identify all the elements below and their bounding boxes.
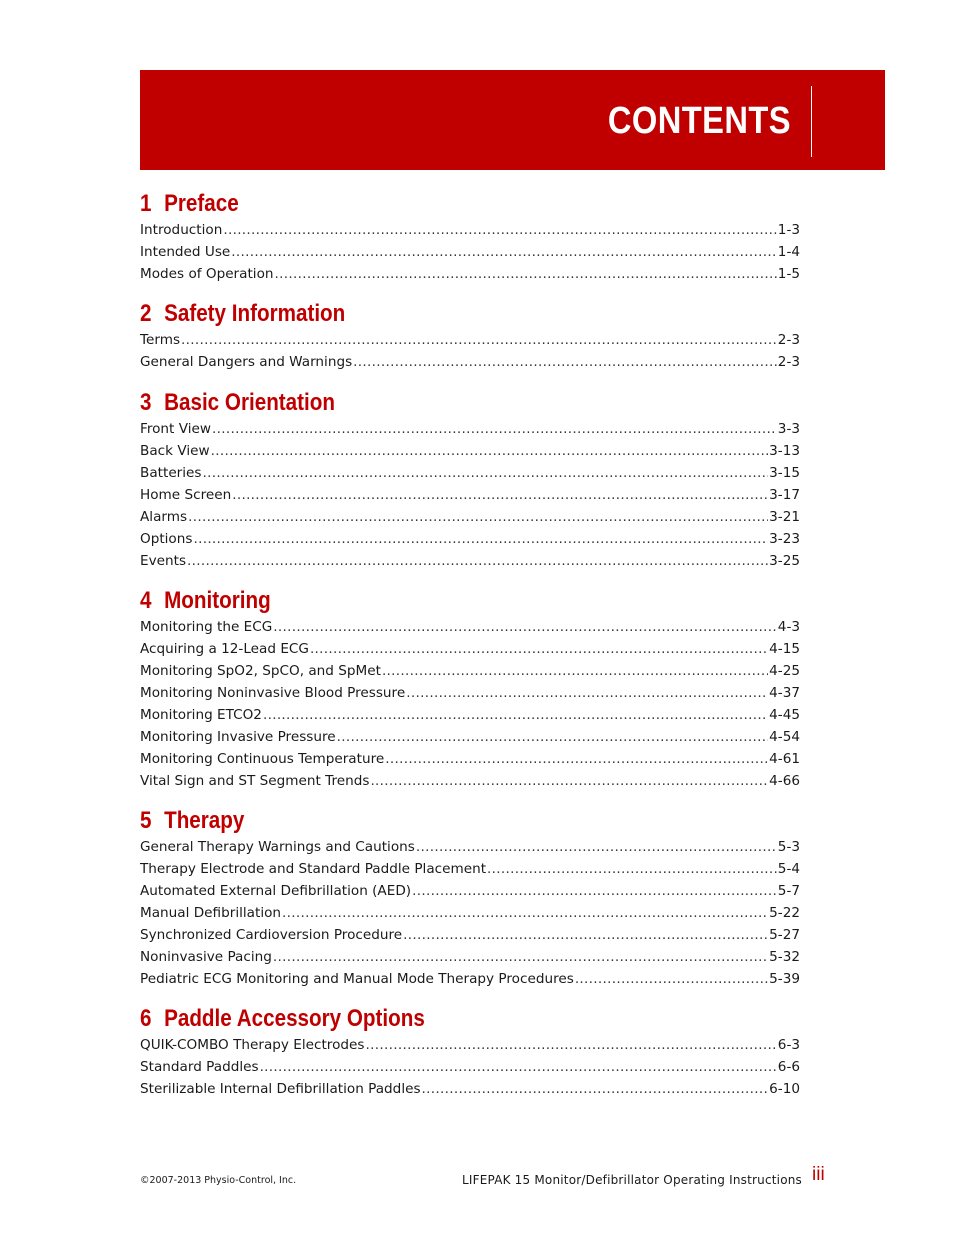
chapter-title: Therapy (164, 807, 245, 834)
dot-leader (353, 351, 777, 373)
entry-page: 4-54 (769, 729, 800, 745)
toc-entry[interactable] (140, 858, 800, 880)
banner-divider (811, 86, 812, 157)
toc-entry[interactable] (140, 660, 800, 682)
entry-title: Back View (140, 443, 210, 459)
dot-leader (273, 616, 777, 638)
entry-page: 3-3 (777, 421, 800, 437)
entry-page: 5-32 (769, 949, 800, 965)
toc-entry[interactable] (140, 550, 800, 572)
entry-page: 3-13 (769, 443, 800, 459)
entry-page: 5-39 (769, 971, 800, 987)
entry-title: Noninvasive Pacing (140, 949, 272, 965)
chapter-4 (140, 586, 800, 792)
toc-entry[interactable] (140, 704, 800, 726)
entry-page: 3-17 (769, 487, 800, 503)
entry-page: 5-27 (769, 927, 800, 943)
chapter-title: Preface (164, 190, 239, 217)
dot-leader (193, 528, 768, 550)
toc-entry[interactable] (140, 968, 800, 990)
dot-leader (231, 241, 777, 263)
entry-page: 1-5 (777, 266, 800, 282)
entry-page: 3-25 (769, 553, 800, 569)
entry-title: Monitoring Continuous Temperature (140, 751, 385, 767)
entry-title: Modes of Operation (140, 266, 274, 282)
entry-page: 1-3 (777, 222, 800, 238)
toc-entry[interactable] (140, 329, 800, 351)
toc-entry[interactable] (140, 351, 800, 373)
toc-entry[interactable] (140, 263, 800, 285)
dot-leader (412, 880, 777, 902)
entry-title: Batteries (140, 465, 202, 481)
entry-title: Monitoring Invasive Pressure (140, 729, 336, 745)
entry-page: 6-3 (777, 1037, 800, 1053)
chapter-heading[interactable] (140, 388, 708, 418)
entry-title: QUIK-COMBO Therapy Electrodes (140, 1037, 365, 1053)
chapter-entries (140, 219, 800, 285)
toc-entry[interactable] (140, 946, 800, 968)
entry-title: Synchronized Cardioversion Procedure (140, 927, 403, 943)
dot-leader (385, 748, 768, 770)
entry-title: Vital Sign and ST Segment Trends (140, 773, 370, 789)
dot-leader (382, 660, 768, 682)
chapter-number: 2 (140, 300, 152, 327)
contents-banner (140, 70, 885, 170)
chapter-5 (140, 806, 800, 990)
dot-leader (211, 440, 769, 462)
entry-page: 6-6 (777, 1059, 800, 1075)
entry-title: Monitoring the ECG (140, 619, 273, 635)
entry-page: 3-23 (769, 531, 800, 547)
dot-leader (181, 329, 777, 351)
entry-page: 4-3 (777, 619, 800, 635)
dot-leader (232, 484, 768, 506)
chapter-3 (140, 388, 800, 572)
chapter-heading[interactable] (140, 806, 708, 836)
toc-entry[interactable] (140, 924, 800, 946)
entry-title: Monitoring Noninvasive Blood Pressure (140, 685, 406, 701)
dot-leader (260, 1056, 777, 1078)
dot-leader (212, 418, 777, 440)
chapter-entries (140, 329, 800, 373)
entry-page: 4-37 (769, 685, 800, 701)
toc-entry[interactable] (140, 241, 800, 263)
chapter-number: 1 (140, 190, 152, 217)
toc-entry[interactable] (140, 682, 800, 704)
chapter-title: Paddle Accessory Options (164, 1005, 425, 1032)
entry-page: 2-3 (777, 354, 800, 370)
chapter-number: 5 (140, 807, 152, 834)
toc-entry[interactable] (140, 1056, 800, 1078)
entry-page: 5-22 (769, 905, 800, 921)
dot-leader (187, 550, 768, 572)
entry-page: 4-45 (769, 707, 800, 723)
entry-page: 4-66 (769, 773, 800, 789)
entry-title: Front View (140, 421, 211, 437)
page-title: CONTENTS (607, 100, 791, 142)
entry-page: 3-21 (769, 509, 800, 525)
entry-page: 6-10 (769, 1081, 800, 1097)
toc-entry[interactable] (140, 902, 800, 924)
chapter-number: 3 (140, 389, 152, 416)
dot-leader (273, 946, 768, 968)
entry-page: 3-15 (769, 465, 800, 481)
entry-page: 5-4 (777, 861, 800, 877)
toc-entry[interactable] (140, 836, 800, 858)
entry-title: Pediatric ECG Monitoring and Manual Mode Therapy Procedures (140, 971, 574, 987)
entry-title: Acquiring a 12-Lead ECG (140, 641, 309, 657)
entry-title: Automated External Defibrillation (AED) (140, 883, 412, 899)
chapter-heading[interactable] (140, 1004, 708, 1034)
entry-title: Manual Defibrillation (140, 905, 282, 921)
footer-document-title: LIFEPAK 15 Monitor/Defibrillator Operating Instructions (462, 1173, 802, 1187)
chapter-number: 4 (140, 587, 152, 614)
entry-title: Therapy Electrode and Standard Paddle Placement (140, 861, 487, 877)
entry-title: Monitoring SpO2, SpCO, and SpMet (140, 663, 381, 679)
toc-entry[interactable] (140, 440, 800, 462)
dot-leader (422, 1078, 769, 1100)
entry-page: 1-4 (777, 244, 800, 260)
entry-title: Options (140, 531, 193, 547)
dot-leader (203, 462, 769, 484)
entry-page: 5-3 (777, 839, 800, 855)
chapter-heading[interactable] (140, 299, 708, 329)
entry-title: Monitoring ETCO2 (140, 707, 262, 723)
entry-title: General Therapy Warnings and Cautions (140, 839, 415, 855)
chapter-entries (140, 418, 800, 572)
dot-leader (366, 1034, 777, 1056)
toc-entry[interactable] (140, 616, 800, 638)
dot-leader (403, 924, 768, 946)
toc-entry[interactable] (140, 1078, 800, 1100)
entry-title: Introduction (140, 222, 223, 238)
chapter-entries (140, 1034, 800, 1100)
dot-leader (310, 638, 768, 660)
chapter-heading[interactable] (140, 189, 708, 219)
footer-page-number: iii (812, 1164, 825, 1185)
entry-title: Home Screen (140, 487, 232, 503)
entry-title: Sterilizable Internal Defibrillation Paddles (140, 1081, 421, 1097)
toc-entry[interactable] (140, 638, 800, 660)
dot-leader (282, 902, 768, 924)
toc-entry[interactable] (140, 748, 800, 770)
dot-leader (337, 726, 768, 748)
toc-entry[interactable] (140, 726, 800, 748)
chapter-title: Monitoring (164, 587, 271, 614)
chapter-entries (140, 616, 800, 792)
entry-title: General Dangers and Warnings (140, 354, 353, 370)
entry-page: 4-15 (769, 641, 800, 657)
toc-entry[interactable] (140, 462, 800, 484)
chapter-entries (140, 836, 800, 990)
footer-copyright: ©2007-2013 Physio-Control, Inc. (140, 1175, 297, 1186)
toc-entry[interactable] (140, 418, 800, 440)
entry-page: 2-3 (777, 332, 800, 348)
dot-leader (575, 968, 768, 990)
dot-leader (275, 263, 777, 285)
toc-entry[interactable] (140, 770, 800, 792)
chapter-heading[interactable] (140, 586, 708, 616)
entry-page: 4-61 (769, 751, 800, 767)
dot-leader (416, 836, 777, 858)
toc-entry[interactable] (140, 1034, 800, 1056)
chapter-6 (140, 1004, 800, 1100)
toc-entry[interactable] (140, 528, 800, 550)
dot-leader (223, 219, 776, 241)
entry-title: Intended Use (140, 244, 231, 260)
chapter-title: Safety Information (164, 300, 346, 327)
toc-entry[interactable] (140, 219, 800, 241)
dot-leader (370, 770, 768, 792)
dot-leader (188, 506, 768, 528)
entry-title: Terms (140, 332, 181, 348)
chapter-2 (140, 299, 800, 373)
toc-entry[interactable] (140, 484, 800, 506)
toc-entry[interactable] (140, 506, 800, 528)
dot-leader (406, 682, 768, 704)
entry-title: Standard Paddles (140, 1059, 259, 1075)
chapter-1 (140, 189, 800, 285)
entry-page: 5-7 (777, 883, 800, 899)
dot-leader (263, 704, 768, 726)
entry-page: 4-25 (769, 663, 800, 679)
chapter-number: 6 (140, 1005, 152, 1032)
entry-title: Alarms (140, 509, 188, 525)
toc-entry[interactable] (140, 880, 800, 902)
dot-leader (487, 858, 777, 880)
chapter-title: Basic Orientation (164, 389, 335, 416)
entry-title: Events (140, 553, 187, 569)
